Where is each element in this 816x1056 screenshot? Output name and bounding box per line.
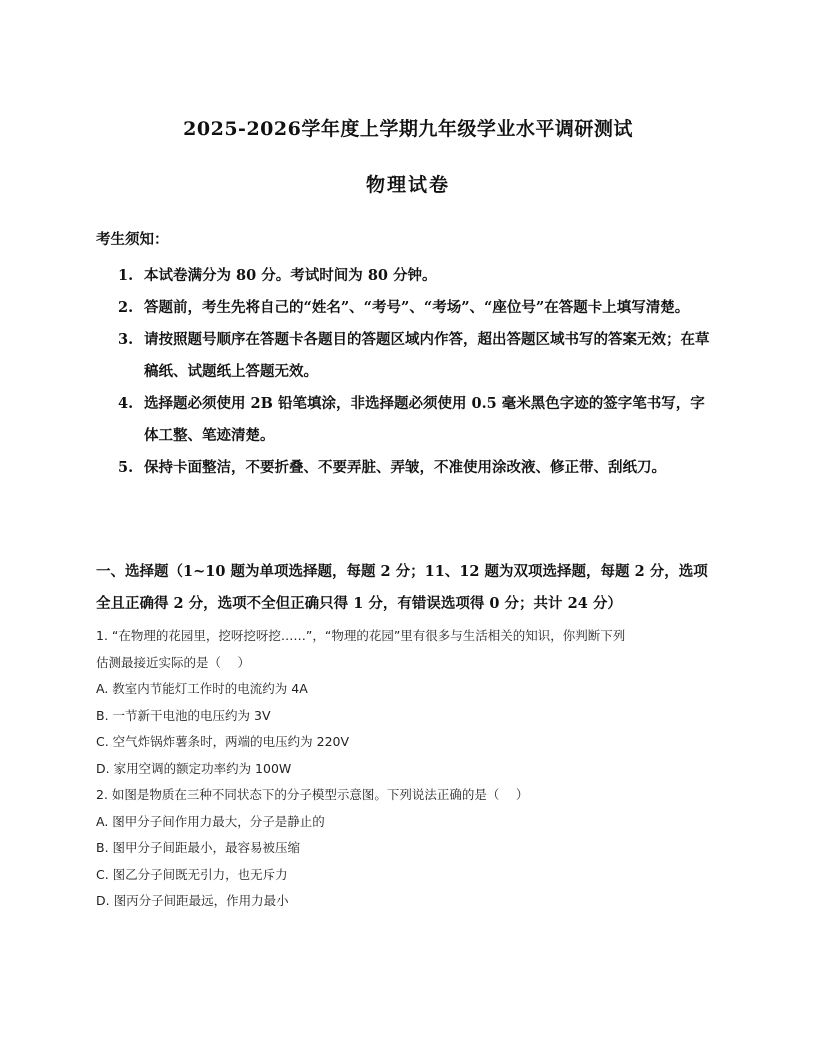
question-stem-continued: 估测最接近实际的是（ ） [96,654,250,670]
option-c: C. 空气炸锅炸薯条时，两端的电压约为 220V [96,734,350,749]
notice-item [118,324,718,388]
notice-item [118,260,718,292]
section-heading: 一、选择题（1~10 题为单项选择题，每题 2 分；11、12 题为双项选择题，每题 2 分，选项全且正确得 2 分，选项不全但正确只得 1 分，有错误选项得 0 分；共计 24 分） [96,563,708,612]
notice-number: 4. [118,395,134,412]
notice-item [118,388,718,452]
question-list [96,623,726,915]
notice-list [118,260,718,484]
notice-text: 本试卷满分为 80 分。考试时间为 80 分钟。 [144,267,437,284]
option-a: A. 图甲分子间作用力最大，分子是静止的 [96,813,325,829]
notice-text: 选择题必须使用 2B 铅笔填涂，非选择题必须使用 0.5 毫米黑色字迹的签字笔书写，字体工整、笔迹清楚。 [144,395,705,444]
notice-heading: 考生须知： [96,231,169,248]
option-a: A. 教室内节能灯工作时的电流约为 4A [96,681,308,696]
notice-item [118,292,718,324]
option-d: D. 图丙分子间距最远，作用力最小 [96,893,289,908]
option-b: B. 图甲分子间距最小，最容易被压缩 [96,840,301,855]
notice-text: 答题前，考生先将自己的“姓名”、“考号”、“考场”、“座位号”在答题卡上填写清楚。 [144,299,690,316]
notice-number: 3. [118,331,134,348]
option-b: B. 一节新干电池的电压约为 3V [96,707,271,723]
option-c: C. 图乙分子间既无引力，也无斥力 [96,866,288,882]
notice-text: 请按照题号顺序在答题卡各题目的答题区域内作答，超出答题区域书写的答案无效；在草稿纸、试题纸上答题无效。 [144,331,710,380]
question-stem: 2. 如图是物质在三种不同状态下的分子模型示意图。下列说法正确的是（ ） [96,787,529,802]
notice-number: 5. [118,459,134,476]
option-d: D. 家用空调的额定功率约为 100W [96,760,292,776]
question-stem: 1. “在物理的花园里，挖呀挖呀挖……”，“物理的花园”里有很多与生活相关的知识，你判断下列 [96,628,626,643]
question-1 [96,623,726,782]
notice-text: 保持卡面整洁，不要折叠、不要弄脏、弄皱，不准使用涂改液、修正带、刮纸刀。 [144,459,666,476]
question-2 [96,782,726,915]
notice-number: 2. [118,299,134,316]
notice-item [118,452,718,484]
exam-subtitle: 物理试卷 [365,174,450,196]
exam-title: 2025-2026学年度上学期九年级学业水平调研测试 [183,118,633,140]
notice-number: 1. [118,267,134,284]
